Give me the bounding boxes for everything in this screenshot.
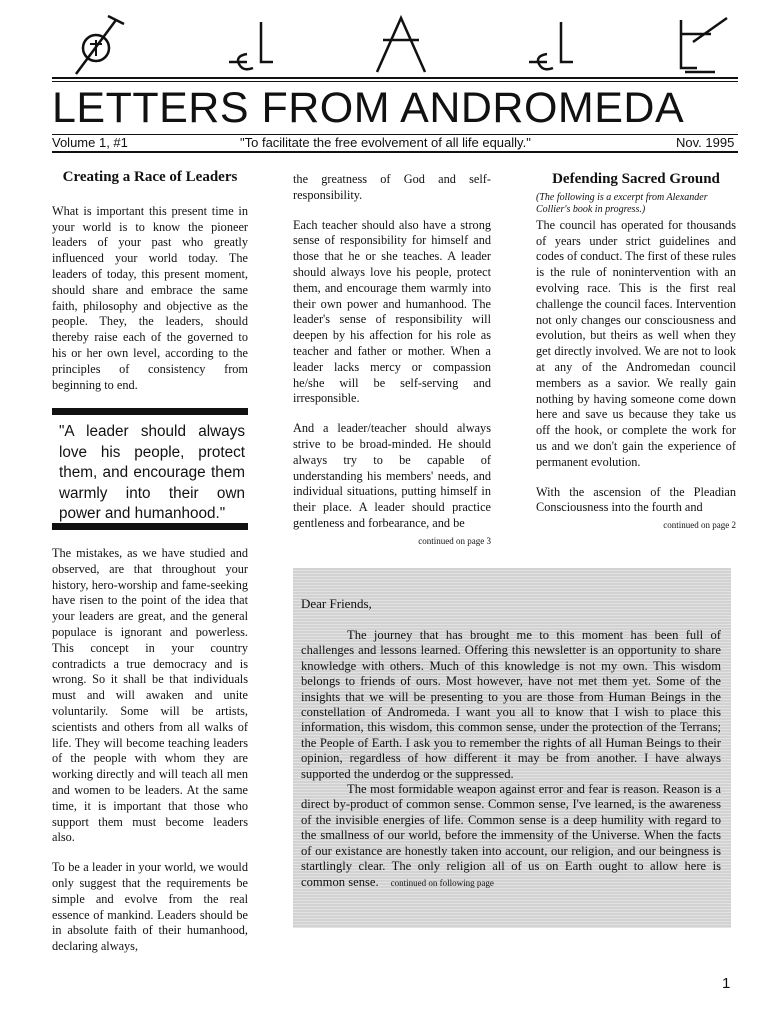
paragraph: Each teacher should also have a strong sense of responsibility for himself and those that he or she teaches. A leader should always love his people, protect them, and encourage them warmly into their own power and humanhood. The leader's sense of responsibility will deepen by his affection for his role as teacher and father or mother. When a leader lacks mercy or compassion he/she will be self-serving and irresponsible. [293, 217, 491, 406]
middle-column [293, 172, 491, 550]
flag-glyph-icon [667, 12, 731, 76]
pull-quote-top-bar [52, 408, 248, 415]
article-heading-leaders: Creating a Race of Leaders [62, 169, 238, 185]
continued-note: continued on following page [390, 877, 494, 888]
hook-glyph-icon [225, 12, 285, 76]
masthead-top-rule-thin [52, 81, 738, 82]
masthead-top-rule [52, 77, 738, 79]
issue-date: Nov. 1995 [676, 135, 735, 150]
letter-greeting: Dear Friends, [301, 596, 372, 611]
letter-paragraph-last [301, 782, 721, 891]
left-column-top [52, 170, 248, 407]
volume-label: Volume 1, #1 [52, 135, 128, 150]
peak-glyph-icon [371, 12, 431, 76]
page-number: 1 [722, 975, 731, 992]
paragraph: The mistakes, as we have studied and observed, are that throughout your history, hero-worship and fame-seeking have risen to the point of the idea that your leaders are great, and the general populace is ignorant and powerless. This concept in your country contradicts a true democracy and is wrong. So it shall be that individuals must and will awaken and unite voluntarily. Some will be artists, scientists and others from all walks of life. They will become teaching leaders of the people with whom they are working directly and will teach all men and women to be leaders. At the same time, it is important that those who support them must become leaders also. [52, 546, 248, 845]
letter-paragraph: The journey that has brought me to this moment has been full of challenges and lessons learned. Offering this newsletter is an opportunity to share knowledge with others. Much of this knowledge is not my own. This wisdom belongs to friends of ours. Most however, have not met them yet. Some of the insights that we will be presenting to you are those from Human Beings in the constellation of Andromeda. I want you all to know that I wish to place this information, this wisdom, this common sense, under the protection of the Terrans; the People of Earth. I ask you to remember the rights of all Human Beings to their opinion, regardless of how different it may be from another. I have always supported the underdog or the suppressed. [301, 628, 721, 781]
pull-quote-text: "A leader should always love his people, protect them, and encourage them warmly into their own power and humanhood." [59, 423, 245, 522]
editor-note: (The following is a excerpt from Alexander Collier's book in progress.) [536, 191, 708, 215]
paragraph: With the ascension of the Pleadian Consciousness into the fourth and [536, 484, 736, 515]
motto: "To facilitate the free evolvement of all life equally." [240, 135, 531, 150]
hook-glyph-2-icon [525, 12, 585, 76]
paragraph: To be a leader in your world, we would only suggest that the requirements be simple and evolve from the real essence of mankind. Leaders should be in absolute faith of their humanhood, declaring always, [52, 860, 248, 954]
paragraph: The council has operated for thousands of years under strict guidelines and codes of conduct. The first of these rules is the rule of nonintervention with an evolving race. This is the first real challenge the council faces. Intervention not only changes our consciousness and evolution, but theirs as well when they get directly involved. We are not to look at any of the Andromedan council members as a savior. We really gain nothing by having someone come down here and save us because they take us off the hook, or complete the work for us and we don't gain the experience of permanent evolution. [536, 217, 736, 469]
paragraph: And a leader/teacher should always strive to be broad-minded. He should always try to be capable of understanding his members' needs, and individual situations, putting himself in their place. A leader should practice gentleness and forbearance, and be [293, 421, 491, 530]
pull-quote-bottom-bar [52, 523, 248, 530]
left-column-bottom [52, 546, 248, 969]
right-column [536, 172, 736, 534]
meta-underline [52, 151, 738, 153]
paragraph: What is important this present time in your world is to know the pioneer leaders of your past who greatly influenced your world today. The leaders of today, this present moment, should share and embrace the same faith, philosophy and objective as the people. They, the leaders, should thereby raise each of the governed to his or her own level, according to the principles of consistency from beginning to end. [52, 203, 248, 392]
continued-note: continued on page 2 [663, 520, 736, 531]
letter-body [301, 628, 721, 891]
newsletter-title: LETTERS FROM ANDROMEDA [52, 84, 685, 132]
continued-note: continued on page 3 [418, 535, 491, 546]
circle-glyph-icon [60, 12, 130, 76]
editor-letter-box [293, 568, 731, 928]
pull-quote [52, 408, 248, 530]
letter-paragraph-text: The most formidable weapon against error and fear is reason. Reason is a direct by-product of common sense. Common sense, I've learned, is the awareness of the invisible energies of life. Common sense is a deep humility with regard to the smallness of our world, before the immensity of the Universe. When the facts of our existance are honestly taken into account, our religion, and our beingness is startlingly clear. The only religion all of us on Earth ought to allow here is common sense. [301, 782, 721, 889]
masthead-glyphs [55, 12, 735, 78]
article-heading-sacred-ground: Defending Sacred Ground [552, 171, 720, 187]
paragraph: the greatness of God and self-responsibility. [293, 172, 491, 202]
